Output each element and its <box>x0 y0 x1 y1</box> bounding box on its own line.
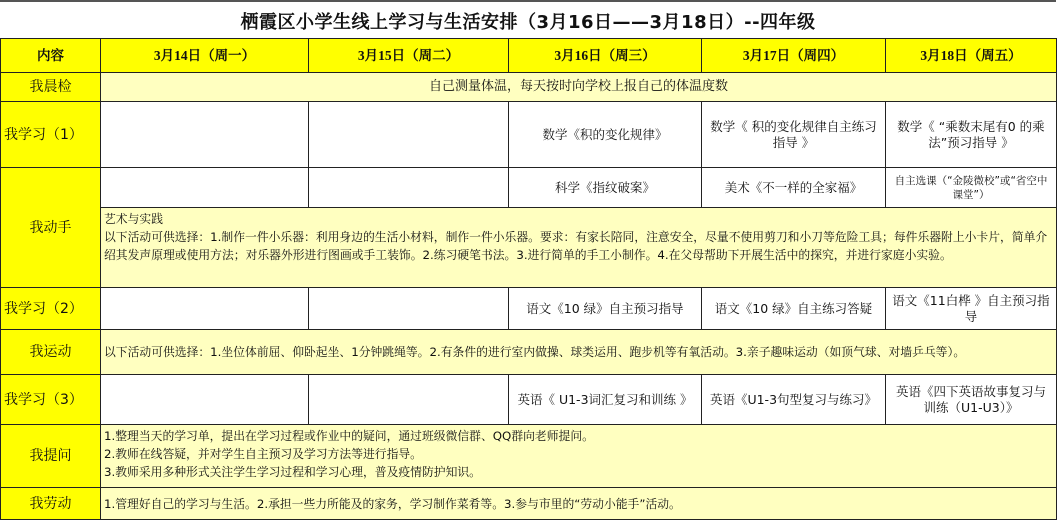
cell-tue <box>309 168 509 208</box>
cell-thu: 数学《 积的变化规律自主练习指导 》 <box>702 102 886 168</box>
morning-check-text: 自己测量体温，每天按时向学校上报自己的体温度数 <box>101 73 1057 102</box>
cell-tue <box>309 102 509 168</box>
row-label: 我提问 <box>1 425 101 488</box>
row-handson <box>1 168 1057 208</box>
cell-wed: 科学《指纹破案》 <box>509 168 702 208</box>
questions-cell <box>101 425 1057 488</box>
cell-fri: 语文《11白桦 》自主预习指导 <box>886 288 1057 330</box>
questions-line-3: 3.教师采用多种形式关注学生学习过程和学习心理，普及疫情防护知识。 <box>104 465 481 479</box>
cell-mon <box>101 102 309 168</box>
cell-mon <box>101 288 309 330</box>
row-label: 我学习（1） <box>1 102 101 168</box>
cell-mon <box>101 375 309 425</box>
cell-fri: 自主选课（“金陵微校”或“省空中课堂”） <box>886 168 1057 208</box>
cell-tue <box>309 375 509 425</box>
art-practice-cell <box>101 208 1057 288</box>
row-label: 我晨检 <box>1 73 101 102</box>
cell-fri: 数学《 “乘数末尾有0 的乘法”预习指导 》 <box>886 102 1057 168</box>
row-label: 我劳动 <box>1 488 101 520</box>
cell-fri: 英语《四下英语故事复习与训练（U1-U3）》 <box>886 375 1057 425</box>
schedule-table <box>0 38 1057 520</box>
cell-wed: 语文《10 绿》自主预习指导 <box>509 288 702 330</box>
page-title: 栖霞区小学生线上学习与生活安排（3月16日——3月18日）--四年级 <box>0 0 1056 40</box>
row-morning-check <box>1 73 1057 102</box>
row-exercise <box>1 330 1057 375</box>
row-label: 我动手 <box>1 168 101 288</box>
row-study-2 <box>1 288 1057 330</box>
row-study-3 <box>1 375 1057 425</box>
row-labor <box>1 488 1057 520</box>
cell-tue <box>309 288 509 330</box>
row-questions <box>1 425 1057 488</box>
header-row <box>1 39 1057 73</box>
row-label: 我运动 <box>1 330 101 375</box>
art-practice-text: 以下活动可供选择：1.制作一件小乐器：利用身边的生活小材料，制作一件小乐器。要求：有家长陪同，注意安全，尽量不使用剪刀和小刀等危险工具；每件乐器附上小卡片，简单介绍其发声原理或使用方法；对乐器外形进行图画或手工装饰。2.练习硬笔书法。3.进行简单的手工小制作。4.在父母帮助下开展生活中的探究，并进行家庭小实验。 <box>104 230 1048 262</box>
row-handson-art <box>1 208 1057 288</box>
cell-thu: 英语《U1-3句型复习与练习》 <box>702 375 886 425</box>
cell-thu: 语文《10 绿》自主练习答疑 <box>702 288 886 330</box>
cell-wed: 英语《 U1-3词汇复习和训练 》 <box>509 375 702 425</box>
row-study-1 <box>1 102 1057 168</box>
questions-line-1: 1.整理当天的学习单，提出在学习过程或作业中的疑问，通过班级微信群、QQ群向老师提问。 <box>104 429 594 443</box>
questions-line-2: 2.教师在线答疑，并对学生自主预习及学习方法等进行指导。 <box>104 447 422 461</box>
cell-thu: 美术《不一样的全家福》 <box>702 168 886 208</box>
header-day-thu: 3月17日（周四） <box>702 39 886 73</box>
cell-wed: 数学《积的变化规律》 <box>509 102 702 168</box>
header-day-mon: 3月14日（周一） <box>101 39 309 73</box>
row-label: 我学习（2） <box>1 288 101 330</box>
row-label: 我学习（3） <box>1 375 101 425</box>
header-day-tue: 3月15日（周二） <box>309 39 509 73</box>
header-day-fri: 3月18日（周五） <box>886 39 1057 73</box>
header-content: 内容 <box>1 39 101 73</box>
labor-text: 1.管理好自己的学习与生活。2.承担一些力所能及的家务，学习制作菜肴等。3.参与市里的“劳动小能手”活动。 <box>101 488 1057 520</box>
art-practice-title: 艺术与实践 <box>104 212 163 226</box>
header-day-wed: 3月16日（周三） <box>509 39 702 73</box>
exercise-text: 以下活动可供选择：1.坐位体前屈、仰卧起坐、1分钟跳绳等。2.有条件的进行室内做操、球类运用、跑步机等有氧活动。3.亲子趣味运动（如顶气球、对墙乒乓等）。 <box>101 330 1057 375</box>
cell-mon <box>101 168 309 208</box>
